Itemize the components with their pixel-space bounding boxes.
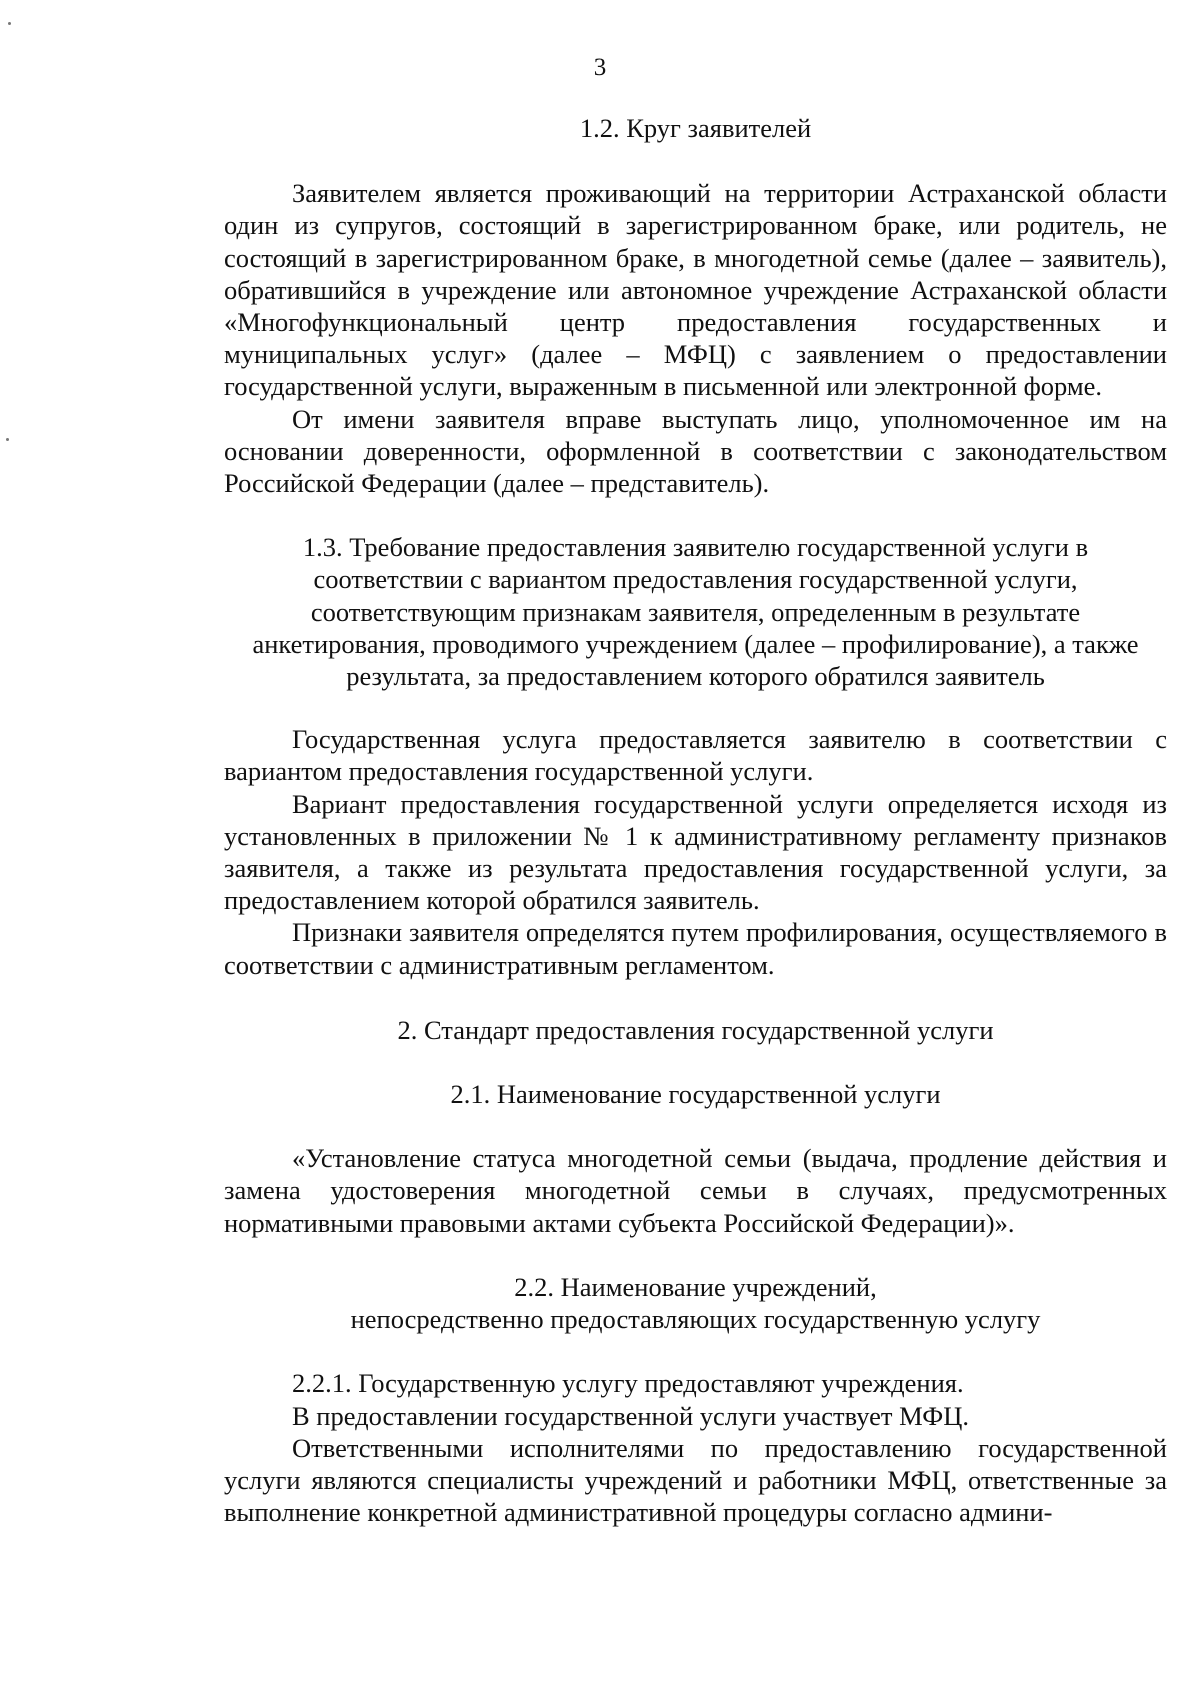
paragraph: Заявителем является проживающий на территории Астраханской области один из супругов, состоящий в зарегистрированном браке, или родитель, не состоящий в зарегистрированном браке, в многодетной семье (далее – заявитель), обратившийся в учреждение или автономное учреждение Астраханской области «Многофункциональный центр предоставления государственных и муниципальных услуг» (далее – МФЦ) с заявлением о предоставлении государственной услуги, выраженным в письменной или электронной форме.	[224, 178, 1167, 402]
section-heading-2: 2. Стандарт предоставления государственной услуги	[397, 1014, 994, 1045]
document-body	[224, 112, 1167, 1528]
section-heading-2-1: 2.1. Наименование государственной услуги	[450, 1079, 941, 1110]
page-number: 3	[593, 54, 607, 81]
section-heading-1-3: 1.3. Требование предоставления заявителю государственной услуги в соответствии с вариантом предоставления государственной услуги, соответствующим признакам заявителя, определенным в результате анкетирования, проводимого учреждением (далее – профилирование), а также результата, за предоставлением которого обратился заявитель	[252, 532, 1139, 692]
paragraph: «Установление статуса многодетной семьи (выдача, продление действия и замена удостоверения многодетной семьи в случаях, предусмотренных нормативными правовыми актами субъекта Российской Федерации)».	[224, 1143, 1167, 1238]
scan-artifact	[6, 438, 9, 441]
paragraph: Признаки заявителя определятся путем профилирования, осуществляемого в соответствии с административным регламентом.	[224, 917, 1167, 980]
paragraph: Государственная услуга предоставляется заявителю в соответствии с вариантом предоставления государственной услуги.	[224, 724, 1167, 787]
paragraph: 2.2.1. Государственную услугу предоставляют учреждения.	[292, 1368, 964, 1399]
section-heading-2-2	[224, 1271, 1167, 1335]
section-heading-1-2: 1.2. Круг заявителей	[579, 113, 812, 143]
section-heading-2-2-line2: непосредственно предоставляющих государственную услугу	[350, 1304, 1041, 1335]
section-heading-2-2-line1: 2.2. Наименование учреждений,	[514, 1271, 877, 1302]
scan-artifact	[8, 22, 11, 25]
paragraph: Ответственными исполнителями по предоставлению государственной услуги являются специалисты учреждений и работники МФЦ, ответственные за выполнение конкретной административной процедуры согласно админи-	[224, 1432, 1167, 1528]
paragraph: От имени заявителя вправе выступать лицо, уполномоченное им на основании доверенности, оформленной в соответствии с законодательством Российской Федерации (далее – представитель).	[224, 403, 1167, 499]
paragraph: В предоставлении государственной услуги участвует МФЦ.	[292, 1400, 970, 1431]
paragraph: Вариант предоставления государственной услуги определяется исходя из установленных в приложении № 1 к административному регламенту признаков заявителя, а также из результата предоставления государственной услуги, за предоставлением которой обратился заявитель.	[224, 788, 1167, 916]
